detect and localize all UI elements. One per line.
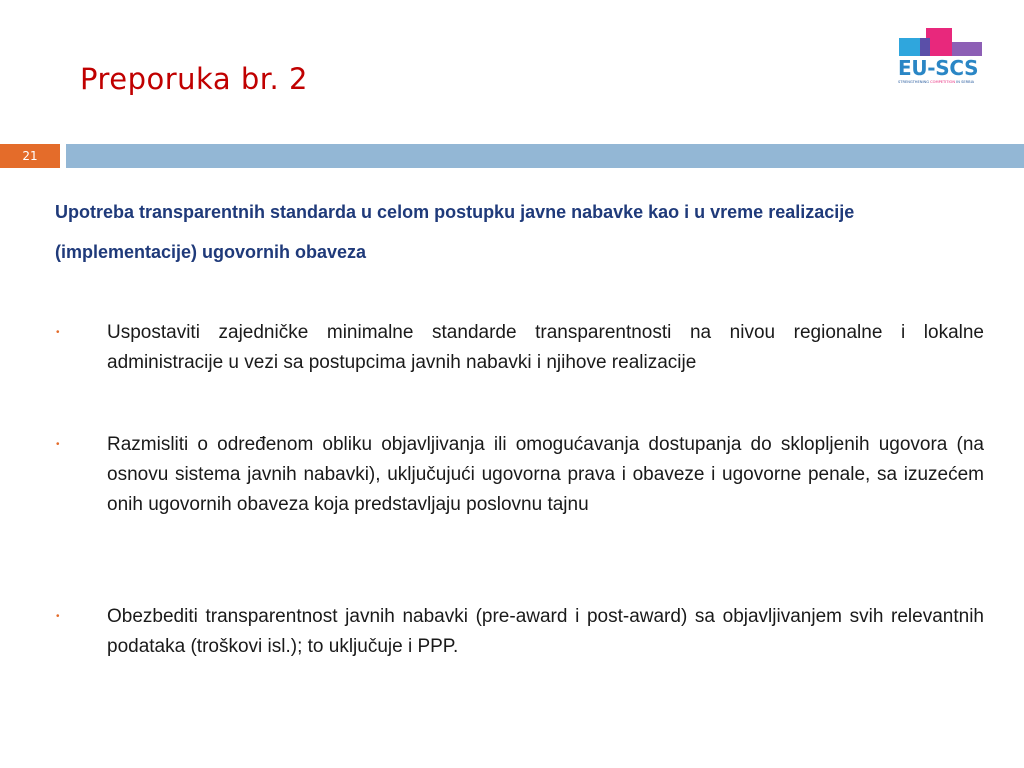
logo-tagline <box>898 80 988 84</box>
logo-text: EU-SCS <box>898 56 979 80</box>
bullet-icon: • <box>56 611 60 622</box>
logo-tagline-suffix: IN SERBIA <box>955 80 975 84</box>
logo-tagline-highlight: COMPETITION <box>930 80 956 84</box>
bullet-text: Razmisliti o određenom obliku objavljivanja ili omogućavanja dostupanja do sklopljenih ugovora (na osnovu sistema javnih nabavki), uključujući ugovorna prava i obaveze i ugovorne penale, sa izuzećem onih ugovornih obaveza koja predstavljaju poslovnu tajnu <box>107 434 984 515</box>
bullet-text: Obezbediti transparentnost javnih nabavki (pre-award i post-award) sa objavljivanjem svih relevantnih podataka (troškovi isl.); to uključuje i PPP. <box>107 606 984 657</box>
bullet-text: Uspostaviti zajedničke minimalne standarde transparentnosti na nivou regionalne i lokalne administracije u vezi sa postupcima javnih nabavki i njihove realizacije <box>107 322 984 373</box>
slide-number: 21 <box>0 144 60 168</box>
bullet-icon: • <box>56 327 60 338</box>
header-band <box>66 144 1024 168</box>
slide-title: Preporuka br. 2 <box>80 62 308 96</box>
slide-subtitle: Upotreba transparentnih standarda u celom postupku javne nabavke kao i u vreme realizacije (implementacije) ugovornih obaveza <box>55 202 855 262</box>
eu-scs-logo <box>896 26 986 88</box>
logo-tagline-prefix: STRENGTHENING <box>898 80 931 84</box>
logo-block-purple <box>952 42 982 56</box>
bullet-icon: • <box>56 439 60 450</box>
logo-block-overlap <box>920 38 930 56</box>
